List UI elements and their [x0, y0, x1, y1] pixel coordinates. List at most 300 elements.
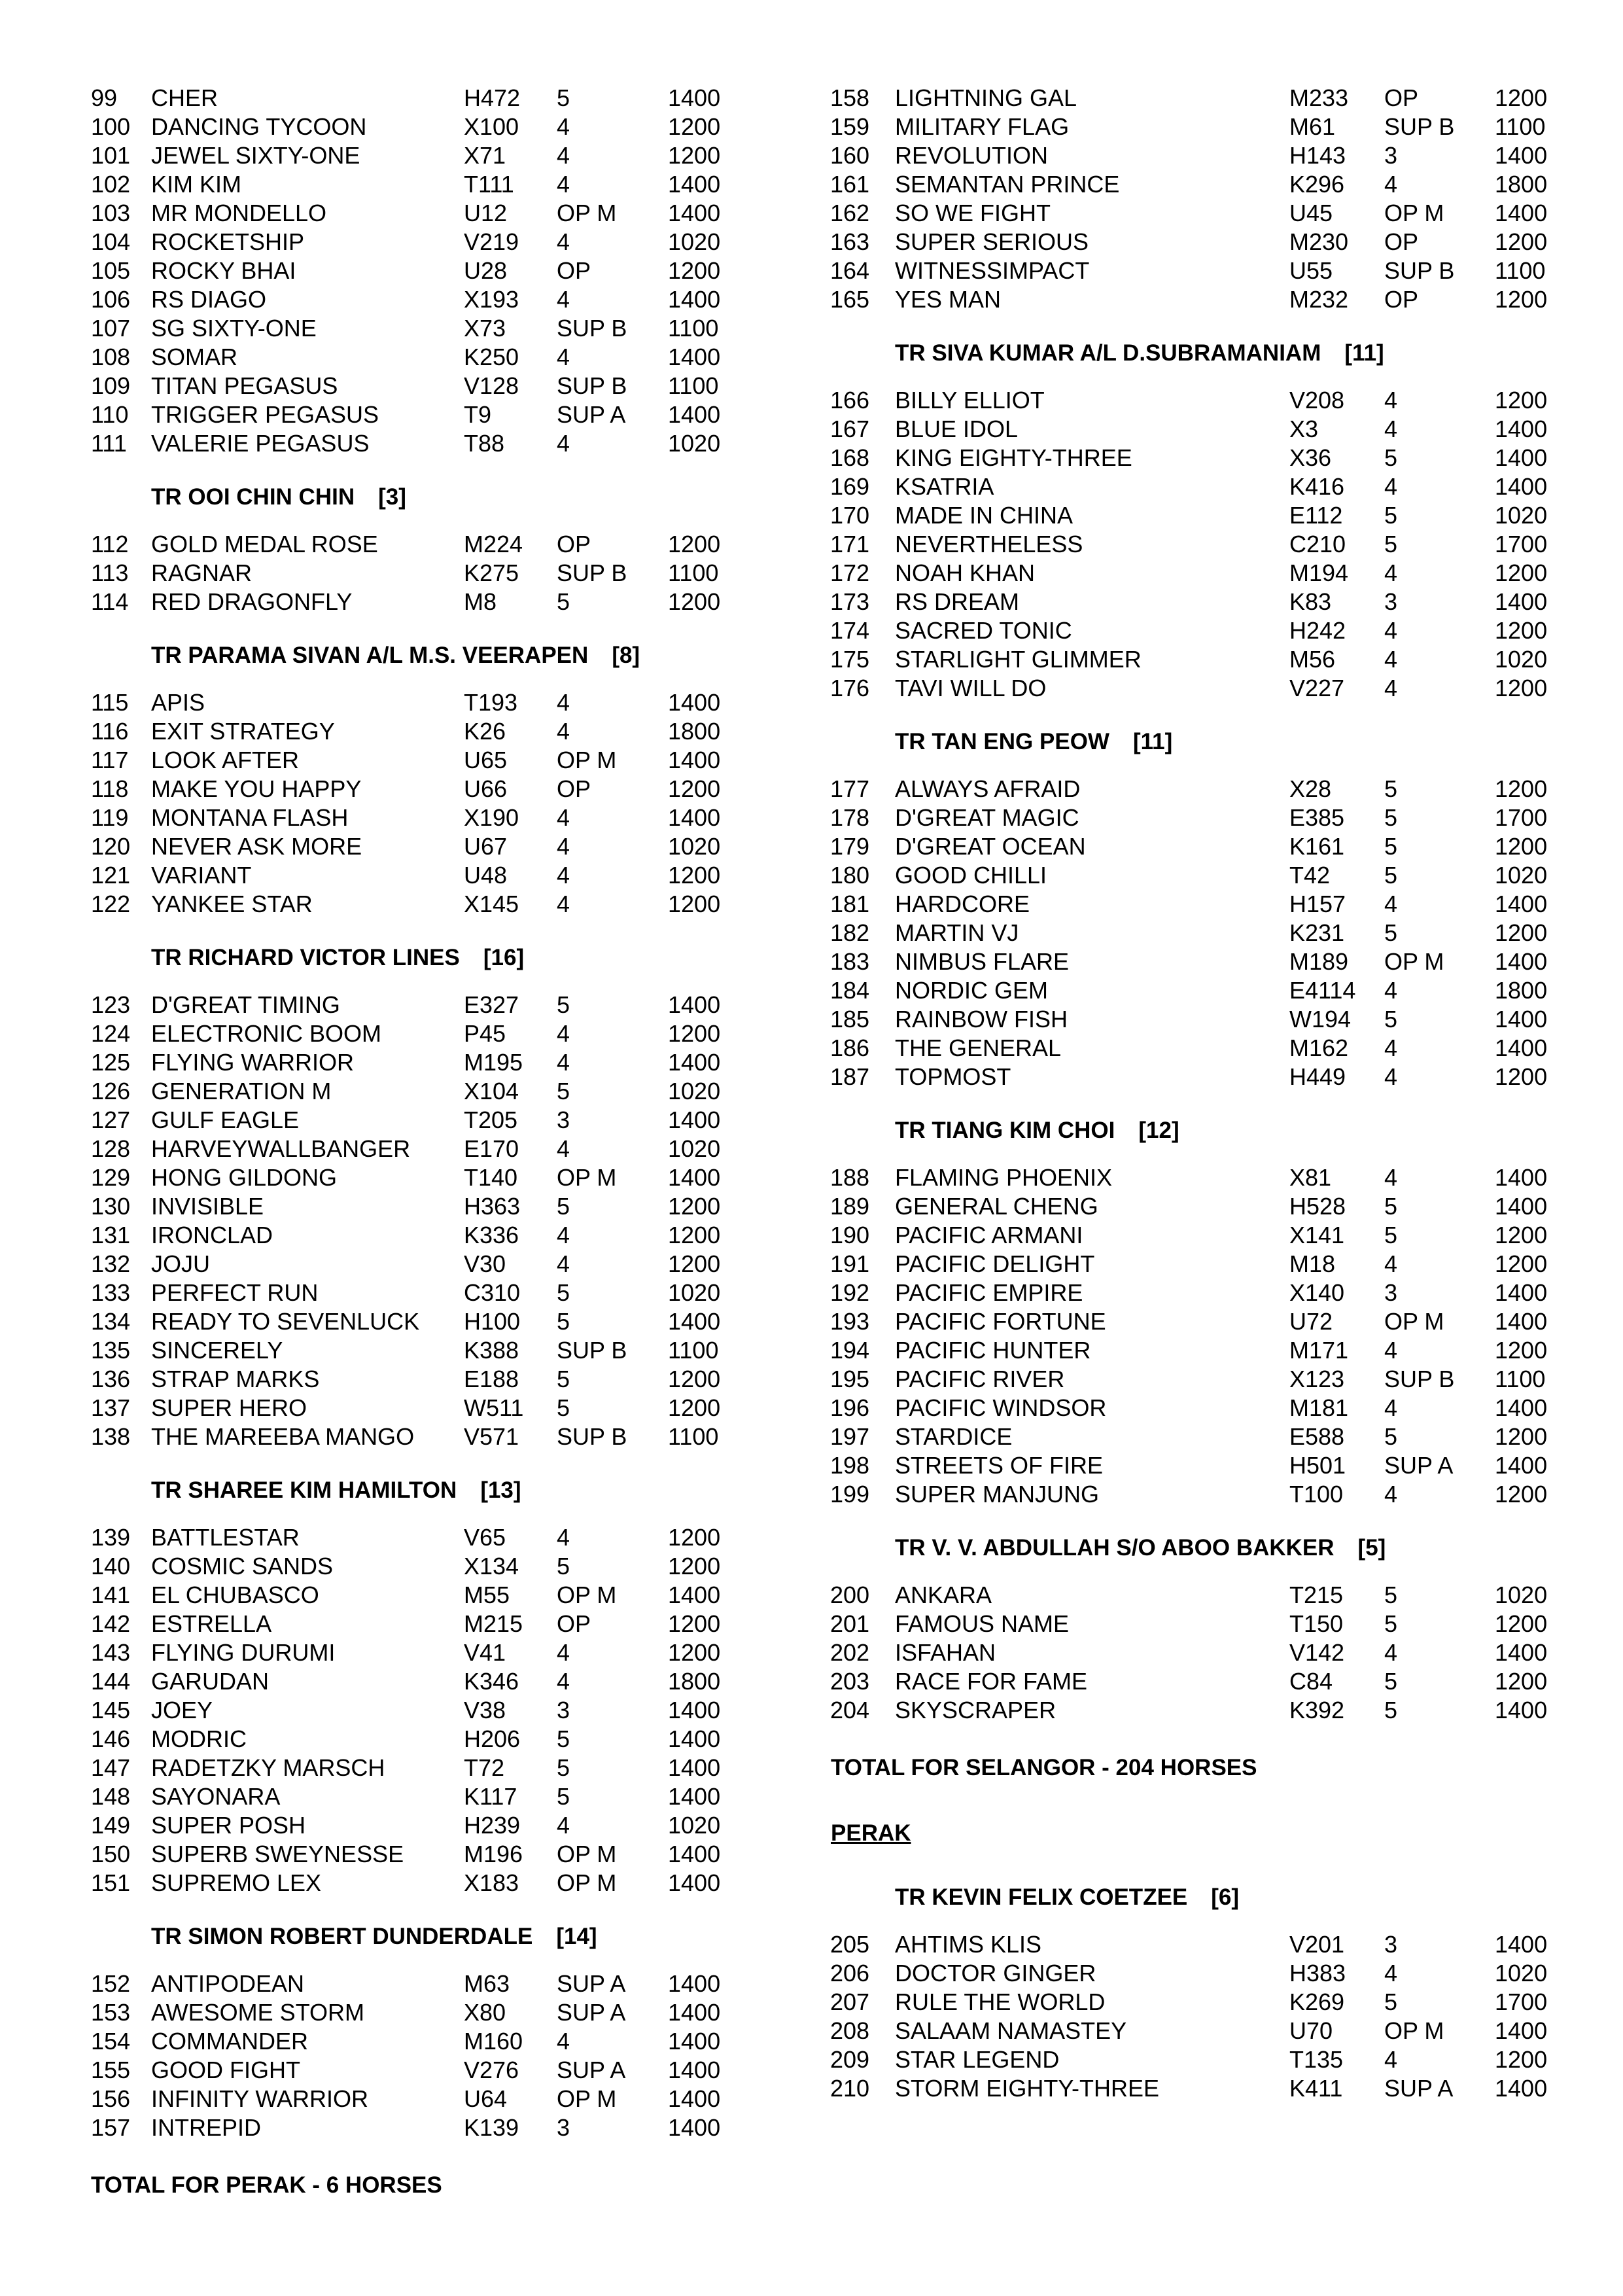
horse-code: X123 [1289, 1366, 1345, 1392]
horse-class: 4 [557, 1049, 570, 1076]
horse-code: C310 [464, 1279, 521, 1306]
horse-class: 4 [557, 1020, 570, 1047]
horse-name: RS DIAGO [151, 286, 267, 313]
horse-class: 5 [1384, 502, 1398, 529]
race-distance: 1400 [668, 171, 721, 198]
horse-code: U70 [1289, 2017, 1333, 2044]
horse-class: 4 [557, 2028, 570, 2055]
entry-number: 151 [91, 1869, 131, 1896]
horse-code: E112 [1289, 502, 1343, 529]
horse-name: SOMAR [151, 344, 238, 370]
race-distance: 1200 [1495, 775, 1548, 802]
region-heading: PERAK [831, 1820, 911, 1846]
horse-code: K411 [1289, 2075, 1343, 2102]
race-distance: 1200 [668, 1524, 721, 1551]
horse-class: 5 [1384, 1222, 1398, 1248]
horse-class: OP [1384, 228, 1419, 255]
horse-code: T72 [464, 1754, 505, 1781]
trainer-horse-count: [16] [483, 945, 525, 970]
race-distance: 1020 [1495, 1960, 1548, 1987]
horse-code: U64 [464, 2085, 508, 2112]
horse-name: RULE THE WORLD [895, 1988, 1106, 2015]
horse-code: X80 [464, 1999, 506, 2026]
horse-class: 4 [1384, 1034, 1398, 1061]
entry-number: 184 [830, 977, 870, 1004]
horse-class: 4 [1384, 1394, 1398, 1421]
entry-number: 118 [91, 775, 129, 802]
horse-code: M61 [1289, 113, 1336, 140]
horse-name: INTREPID [151, 2114, 262, 2141]
entry-number: 136 [91, 1366, 131, 1392]
horse-name: KIM KIM [151, 171, 242, 198]
horse-class: 4 [1384, 646, 1398, 673]
horse-class: OP [557, 257, 591, 284]
horse-class: 5 [1384, 804, 1398, 831]
horse-class: 3 [1384, 142, 1398, 169]
horse-code: X190 [464, 804, 519, 831]
region-total: TOTAL FOR PERAK - 6 HORSES [91, 2172, 442, 2198]
race-distance: 1200 [668, 588, 721, 615]
horse-code: V571 [464, 1423, 519, 1450]
horse-name: GULF EAGLE [151, 1106, 300, 1133]
entry-number: 189 [830, 1193, 870, 1220]
horse-name: ROCKY BHAI [151, 257, 296, 284]
race-distance: 1400 [668, 1308, 721, 1335]
horse-code: E327 [464, 991, 519, 1018]
race-distance: 1020 [668, 1135, 721, 1162]
entry-number: 177 [830, 775, 870, 802]
entry-number: 115 [91, 689, 129, 716]
horse-code: K336 [464, 1222, 519, 1248]
entry-number: 140 [91, 1553, 131, 1580]
horse-class: 4 [557, 286, 570, 313]
horse-code: K275 [464, 559, 519, 586]
horse-code: U28 [464, 257, 508, 284]
horse-name: FLAMING PHOENIX [895, 1164, 1113, 1191]
horse-class: 4 [1384, 1639, 1398, 1666]
horse-class: OP M [1384, 200, 1444, 226]
race-distance: 1400 [668, 1999, 721, 2026]
horse-code: T9 [464, 401, 492, 428]
horse-code: U45 [1289, 200, 1333, 226]
trainer-horse-count: [5] [1357, 1535, 1386, 1561]
entry-number: 181 [830, 891, 870, 917]
entry-number: 193 [830, 1308, 870, 1335]
horse-class: 4 [557, 1524, 570, 1551]
entry-number: 101 [91, 142, 131, 169]
entry-number: 206 [830, 1960, 870, 1987]
race-distance: 1200 [668, 1366, 721, 1392]
horse-code: M224 [464, 531, 523, 557]
race-distance: 1200 [1495, 1481, 1548, 1508]
horse-name: GARUDAN [151, 1668, 270, 1695]
horse-class: 4 [1384, 1250, 1398, 1277]
entry-number: 161 [830, 171, 870, 198]
horse-class: 5 [557, 1553, 570, 1580]
entry-number: 146 [91, 1725, 131, 1752]
horse-name: TITAN PEGASUS [151, 372, 338, 399]
horse-class: 5 [1384, 1988, 1398, 2015]
horse-name: D'GREAT MAGIC [895, 804, 1079, 831]
entry-number: 209 [830, 2046, 870, 2073]
horse-code: M196 [464, 1841, 523, 1867]
entry-number: 144 [91, 1668, 131, 1695]
horse-class: 4 [557, 833, 570, 860]
race-distance: 1200 [668, 775, 721, 802]
horse-name: ANKARA [895, 1581, 992, 1608]
horse-name: AHTIMS KLIS [895, 1931, 1042, 1958]
horse-class: SUP B [1384, 1366, 1455, 1392]
horse-code: T88 [464, 430, 505, 457]
horse-name: SUPER POSH [151, 1812, 306, 1839]
horse-code: X3 [1289, 415, 1319, 442]
entry-number: 180 [830, 862, 870, 889]
horse-name: TOPMOST [895, 1063, 1011, 1090]
horse-code: V30 [464, 1250, 506, 1277]
horse-code: M18 [1289, 1250, 1336, 1277]
race-distance: 1400 [1495, 415, 1548, 442]
entry-number: 195 [830, 1366, 870, 1392]
horse-name: PACIFIC ARMANI [895, 1222, 1083, 1248]
horse-name: COSMIC SANDS [151, 1553, 334, 1580]
race-distance: 1700 [1495, 531, 1548, 557]
horse-name: RAGNAR [151, 559, 253, 586]
horse-class: 5 [557, 991, 570, 1018]
trainer-horse-count: [8] [612, 643, 640, 668]
trainer-name: TR TIANG KIM CHOI [895, 1118, 1115, 1143]
horse-name: TAVI WILL DO [895, 675, 1047, 701]
race-distance: 1200 [668, 1250, 721, 1277]
horse-code: U66 [464, 775, 508, 802]
horse-class: 4 [557, 171, 570, 198]
race-distance: 1800 [668, 718, 721, 745]
race-distance: 1100 [1495, 1366, 1546, 1392]
horse-name: GENERAL CHENG [895, 1193, 1098, 1220]
horse-class: 4 [1384, 171, 1398, 198]
entry-number: 162 [830, 200, 870, 226]
horse-name: GOLD MEDAL ROSE [151, 531, 378, 557]
entry-number: 159 [830, 113, 870, 140]
horse-name: YANKEE STAR [151, 891, 313, 917]
horse-code: V208 [1289, 387, 1345, 414]
horse-code: U55 [1289, 257, 1333, 284]
horse-name: NOAH KHAN [895, 559, 1036, 586]
horse-name: JOEY [151, 1697, 213, 1723]
race-distance: 1400 [1495, 444, 1548, 471]
horse-class: SUP A [1384, 2075, 1454, 2102]
race-distance: 1200 [668, 891, 721, 917]
horse-name: THE MAREEBA MANGO [151, 1423, 415, 1450]
horse-name: WITNESSIMPACT [895, 257, 1090, 284]
race-distance: 1200 [1495, 286, 1548, 313]
horse-code: H383 [1289, 1960, 1346, 1987]
horse-name: SG SIXTY-ONE [151, 315, 317, 342]
entry-number: 143 [91, 1639, 131, 1666]
entry-number: 127 [91, 1106, 131, 1133]
horse-class: SUP B [1384, 113, 1455, 140]
horse-code: T215 [1289, 1581, 1344, 1608]
horse-code: V276 [464, 2057, 519, 2083]
horse-name: JEWEL SIXTY-ONE [151, 142, 360, 169]
entry-number: 122 [91, 891, 131, 917]
horse-code: U48 [464, 862, 508, 889]
horse-class: 5 [557, 1279, 570, 1306]
horse-class: 4 [1384, 1960, 1398, 1987]
entry-number: 173 [830, 588, 870, 615]
entry-number: 147 [91, 1754, 131, 1781]
race-distance: 1400 [668, 200, 721, 226]
race-distance: 1700 [1495, 804, 1548, 831]
horse-name: PACIFIC WINDSOR [895, 1394, 1107, 1421]
race-distance: 1400 [1495, 1279, 1548, 1306]
trainer-header [151, 1476, 521, 1505]
horse-code: X141 [1289, 1222, 1345, 1248]
horse-class: 4 [1384, 1481, 1398, 1508]
horse-name: READY TO SEVENLUCK [151, 1308, 420, 1335]
horse-code: T205 [464, 1106, 518, 1133]
entry-number: 175 [830, 646, 870, 673]
horse-name: NEVER ASK MORE [151, 833, 362, 860]
race-distance: 1020 [668, 833, 721, 860]
trainer-header [895, 728, 1172, 756]
trainer-name: TR OOI CHIN CHIN [151, 484, 355, 510]
horse-class: 4 [557, 142, 570, 169]
race-distance: 1400 [668, 1725, 721, 1752]
horse-code: M230 [1289, 228, 1349, 255]
horse-code: V65 [464, 1524, 506, 1551]
trainer-header [895, 339, 1384, 368]
horse-code: E4114 [1289, 977, 1356, 1004]
horse-name: ESTRELLA [151, 1610, 272, 1637]
horse-class: 5 [1384, 1581, 1398, 1608]
race-distance: 1100 [668, 372, 719, 399]
horse-class: 3 [557, 2114, 570, 2141]
entry-number: 187 [830, 1063, 870, 1090]
horse-class: 4 [557, 228, 570, 255]
horse-class: SUP B [557, 372, 627, 399]
horse-name: STREETS OF FIRE [895, 1452, 1104, 1479]
race-distance: 1400 [668, 286, 721, 313]
horse-name: TRIGGER PEGASUS [151, 401, 379, 428]
horse-name: HONG GILDONG [151, 1164, 338, 1191]
race-distance: 1200 [1495, 1423, 1548, 1450]
horse-name: INVISIBLE [151, 1193, 264, 1220]
horse-name: SUPERB SWEYNESSE [151, 1841, 404, 1867]
entry-number: 104 [91, 228, 131, 255]
horse-name: PACIFIC HUNTER [895, 1337, 1091, 1364]
horse-code: H501 [1289, 1452, 1346, 1479]
horse-name: IRONCLAD [151, 1222, 273, 1248]
horse-code: K269 [1289, 1988, 1345, 2015]
horse-code: K231 [1289, 919, 1345, 946]
race-distance: 1200 [1495, 1250, 1548, 1277]
horse-name: PACIFIC EMPIRE [895, 1279, 1083, 1306]
horse-class: SUP B [557, 559, 627, 586]
horse-name: FLYING WARRIOR [151, 1049, 355, 1076]
race-distance: 1200 [668, 531, 721, 557]
horse-class: 4 [557, 891, 570, 917]
horse-code: K388 [464, 1337, 519, 1364]
horse-name: FAMOUS NAME [895, 1610, 1070, 1637]
horse-class: 5 [1384, 1668, 1398, 1695]
entry-number: 135 [91, 1337, 131, 1364]
race-distance: 1400 [668, 84, 721, 111]
horse-name: BATTLESTAR [151, 1524, 300, 1551]
entry-number: 102 [91, 171, 131, 198]
horse-class: 5 [1384, 1610, 1398, 1637]
race-distance: 1800 [1495, 977, 1548, 1004]
horse-class: SUP A [557, 1999, 626, 2026]
horse-code: X36 [1289, 444, 1332, 471]
horse-class: OP M [557, 1164, 617, 1191]
race-distance: 1020 [1495, 646, 1548, 673]
entry-number: 198 [830, 1452, 870, 1479]
race-distance: 1200 [1495, 1668, 1548, 1695]
entry-number: 139 [91, 1524, 131, 1551]
trainer-header [895, 1116, 1179, 1145]
horse-class: 5 [557, 1725, 570, 1752]
horse-name: SKYSCRAPER [895, 1697, 1056, 1723]
entry-number: 204 [830, 1697, 870, 1723]
horse-code: X104 [464, 1078, 519, 1104]
trainer-header [895, 1534, 1386, 1563]
entry-number: 108 [91, 344, 131, 370]
entry-number: 165 [830, 286, 870, 313]
entry-number: 145 [91, 1697, 131, 1723]
horse-class: 3 [1384, 588, 1398, 615]
entry-number: 203 [830, 1668, 870, 1695]
horse-code: T150 [1289, 1610, 1344, 1637]
entry-number: 141 [91, 1581, 131, 1608]
trainer-header [895, 1883, 1239, 1912]
race-distance: 1400 [668, 1841, 721, 1867]
entry-number: 192 [830, 1279, 870, 1306]
entry-number: 196 [830, 1394, 870, 1421]
horse-name: MARTIN VJ [895, 919, 1019, 946]
horse-name: ISFAHAN [895, 1639, 996, 1666]
horse-name: BLUE IDOL [895, 415, 1019, 442]
horse-code: X81 [1289, 1164, 1332, 1191]
horse-name: MILITARY FLAG [895, 113, 1070, 140]
entry-number: 166 [830, 387, 870, 414]
horse-class: 4 [1384, 559, 1398, 586]
horse-name: GENERATION M [151, 1078, 332, 1104]
horse-code: K392 [1289, 1697, 1345, 1723]
entry-number: 105 [91, 257, 131, 284]
horse-code: K161 [1289, 833, 1345, 860]
horse-name: APIS [151, 689, 205, 716]
race-distance: 1400 [668, 1164, 721, 1191]
horse-name: SUPER MANJUNG [895, 1481, 1100, 1508]
horse-code: U72 [1289, 1308, 1333, 1335]
race-distance: 1200 [1495, 84, 1548, 111]
horse-name: DANCING TYCOON [151, 113, 367, 140]
horse-code: H239 [464, 1812, 521, 1839]
entry-number: 112 [91, 531, 129, 557]
entry-number: 202 [830, 1639, 870, 1666]
horse-name: D'GREAT TIMING [151, 991, 340, 1018]
race-distance: 1200 [668, 1222, 721, 1248]
horse-class: OP [1384, 84, 1419, 111]
race-distance: 1400 [668, 804, 721, 831]
horse-name: SALAAM NAMASTEY [895, 2017, 1127, 2044]
horse-class: OP [557, 531, 591, 557]
horse-class: 4 [557, 1250, 570, 1277]
horse-code: M63 [464, 1970, 510, 1997]
horse-name: SAYONARA [151, 1783, 281, 1810]
entry-number: 176 [830, 675, 870, 701]
entry-number: 107 [91, 315, 131, 342]
horse-class: OP M [1384, 2017, 1444, 2044]
race-distance: 1400 [1495, 1006, 1548, 1033]
horse-name: YES MAN [895, 286, 1002, 313]
horse-code: C210 [1289, 531, 1346, 557]
entry-number: 190 [830, 1222, 870, 1248]
horse-code: H157 [1289, 891, 1346, 917]
horse-code: U65 [464, 747, 508, 773]
horse-name: STARLIGHT GLIMMER [895, 646, 1142, 673]
entry-number: 207 [830, 1988, 870, 2015]
horse-class: 4 [557, 344, 570, 370]
entry-number: 113 [91, 559, 129, 586]
horse-class: 4 [557, 1812, 570, 1839]
race-distance: 1400 [1495, 948, 1548, 975]
horse-name: SUPER SERIOUS [895, 228, 1089, 255]
race-distance: 1100 [668, 559, 719, 586]
horse-code: H100 [464, 1308, 521, 1335]
horse-class: 5 [1384, 531, 1398, 557]
horse-name: PACIFIC FORTUNE [895, 1308, 1106, 1335]
horse-code: M232 [1289, 286, 1349, 313]
race-distance: 1200 [1495, 919, 1548, 946]
race-distance: 1400 [668, 2085, 721, 2112]
race-distance: 1400 [668, 991, 721, 1018]
horse-name: RED DRAGONFLY [151, 588, 353, 615]
race-distance: 1400 [1495, 2017, 1548, 2044]
horse-class: OP M [557, 200, 617, 226]
horse-code: K117 [464, 1783, 517, 1810]
entry-number: 201 [830, 1610, 870, 1637]
horse-class: 4 [1384, 473, 1398, 500]
race-distance: 1020 [1495, 1581, 1548, 1608]
horse-class: 4 [1384, 891, 1398, 917]
race-distance: 1400 [1495, 1639, 1548, 1666]
horse-class: 5 [1384, 444, 1398, 471]
horse-name: NEVERTHELESS [895, 531, 1083, 557]
horse-code: M55 [464, 1581, 510, 1608]
horse-class: 4 [1384, 675, 1398, 701]
horse-name: EXIT STRATEGY [151, 718, 335, 745]
horse-code: K416 [1289, 473, 1345, 500]
horse-class: 5 [557, 1308, 570, 1335]
horse-class: SUP A [557, 401, 626, 428]
entry-number: 169 [830, 473, 870, 500]
horse-code: K26 [464, 718, 506, 745]
race-distance: 1200 [1495, 1063, 1548, 1090]
entry-number: 157 [91, 2114, 131, 2141]
horse-class: 3 [1384, 1931, 1398, 1958]
trainer-header [151, 1922, 597, 1951]
entry-number: 158 [830, 84, 870, 111]
entry-number: 133 [91, 1279, 131, 1306]
trainer-name: TR TAN ENG PEOW [895, 729, 1109, 754]
entry-number: 160 [830, 142, 870, 169]
entry-number: 208 [830, 2017, 870, 2044]
horse-name: DOCTOR GINGER [895, 1960, 1096, 1987]
horse-name: RACE FOR FAME [895, 1668, 1088, 1695]
horse-class: 3 [1384, 1279, 1398, 1306]
race-distance: 1800 [668, 1668, 721, 1695]
